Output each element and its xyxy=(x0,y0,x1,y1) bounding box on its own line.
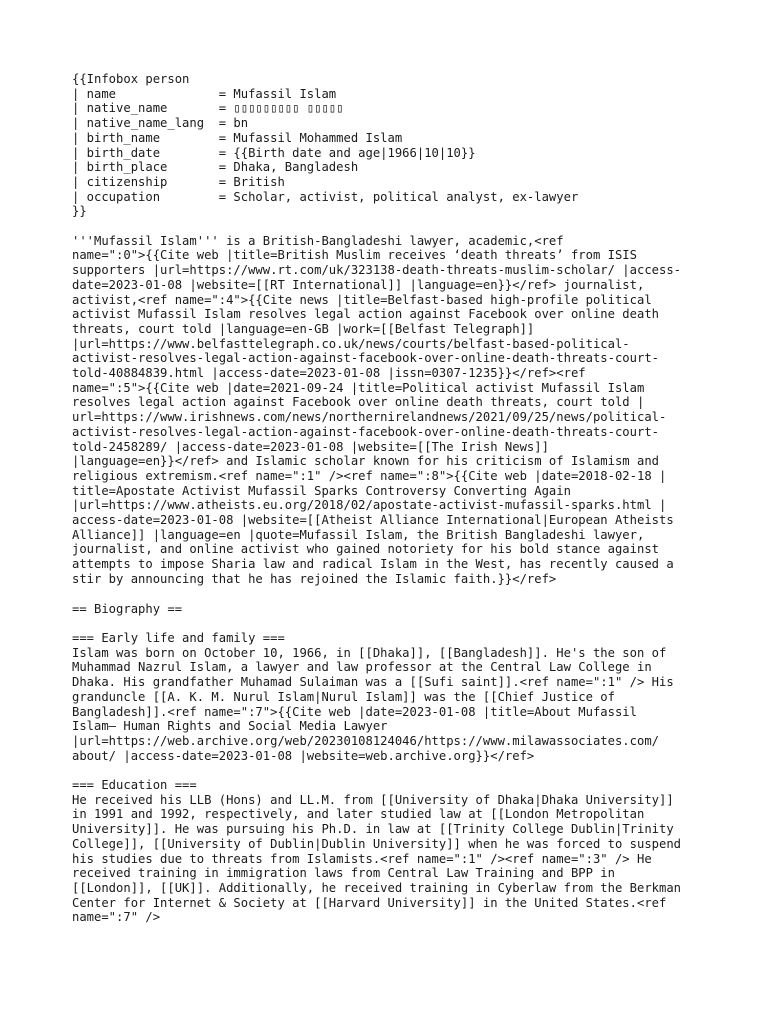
lead-line: '''Mufassil Islam''' is a British-Bangladeshi lawyer, academic,<ref xyxy=(72,233,564,248)
education-line: received training in immigration laws from Central Law Training and BPP in xyxy=(72,866,615,881)
spacer xyxy=(72,587,696,602)
education-line: his studies due to threats from Islamists.<ref name=":1" /><ref name=":3" /> He xyxy=(72,851,652,866)
spacer xyxy=(72,616,696,631)
lead-line: resolves legal action against Facebook over online death threats, court told | xyxy=(72,395,645,410)
lead-line: title=Apostate Activist Mufassil Sparks Controversy Converting Again xyxy=(72,483,571,498)
lead-line: religious extremism.<ref name=":1" /><ref name=":8">{{Cite web |date=2018-02-18 | xyxy=(72,468,667,483)
infobox-line: }} xyxy=(72,204,87,219)
infobox-line: | native_name = ▯▯▯▯▯▯▯▯▯ ▯▯▯▯▯ xyxy=(72,101,344,116)
early-life-line: Muhammad Nazrul Islam, a lawyer and law professor at the Central Law College in xyxy=(72,660,652,675)
infobox-line: {{Infobox person xyxy=(72,72,190,86)
infobox-line: | citizenship = British xyxy=(72,174,285,189)
lead-line: activist-resolves-legal-action-against-facebook-over-online-death-threats-court- xyxy=(72,351,659,366)
early-life-line: granduncle [[A. K. M. Nurul Islam|Nurul Islam]] was the [[Chief Justice of xyxy=(72,689,615,704)
lead-line: activist-resolves-legal-action-against-facebook-over-online-death-threats-court- xyxy=(72,424,659,439)
infobox-line: | name = Mufassil Islam xyxy=(72,86,337,101)
education-line: [[London]], [[UK]]. Additionally, he received training in Cyberlaw from the Berkman xyxy=(72,880,682,895)
lead-line: access-date=2023-01-08 |website=[[Atheist Alliance International|European Atheists xyxy=(72,513,674,528)
spacer xyxy=(72,763,696,778)
education-line: Center for Internet & Society at [[Harvard University]] in the United States.<ref xyxy=(72,895,667,910)
early-life-line: |url=https://web.archive.org/web/20230108124046/https://www.milawassociates.com/ xyxy=(72,733,659,748)
infobox-block xyxy=(72,72,696,219)
lead-line: activist,<ref name=":4">{{Cite news |title=Belfast-based high-profile political xyxy=(72,292,652,307)
early-life-line: Dhaka. His grandfather Muhamad Sulaiman was a [[Sufi saint]].<ref name=":1" /> His xyxy=(72,675,674,690)
lead-line: told-2458289/ |access-date=2023-01-08 |website=[[The Irish News]] xyxy=(72,439,549,454)
infobox-line: | native_name_lang = bn xyxy=(72,116,249,131)
lead-line: Alliance]] |language=en |quote=Mufassil Islam, the British Bangladeshi lawyer, xyxy=(72,527,645,542)
lead-line: attempts to impose Sharia law and radical Islam in the West, has recently caused a xyxy=(72,557,674,572)
early-life-paragraph xyxy=(72,646,696,764)
early-life-line: Islam was born on October 10, 1966, in [[Dhaka]], [[Bangladesh]]. He's the son of xyxy=(72,645,667,660)
early-life-line: about/ |access-date=2023-01-08 |website=web.archive.org}}</ref> xyxy=(72,748,535,763)
lead-line: journalist, and online activist who gained notoriety for his bold stance against xyxy=(72,542,659,557)
lead-line: date=2023-01-08 |website=[[RT International]] |language=en}}</ref> journalist, xyxy=(72,277,645,292)
education-line: College]], [[University of Dublin|Dublin University]] when he was forced to suspend xyxy=(72,836,682,851)
lead-line: |language=en}}</ref> and Islamic scholar known for his criticism of Islamism and xyxy=(72,454,659,469)
biography-heading: == Biography == xyxy=(72,601,183,616)
education-paragraph xyxy=(72,793,696,925)
lead-line: told-40884839.html |access-date=2023-01-08 |issn=0307-1235}}</ref><ref xyxy=(72,366,586,381)
spacer xyxy=(72,219,696,234)
wikitext-document xyxy=(72,72,696,925)
infobox-line: | birth_date = {{Birth date and age|1966|10|10}} xyxy=(72,145,476,160)
education-line: University]]. He was pursuing his Ph.D. in law at [[Trinity College Dublin|Trinity xyxy=(72,822,674,837)
lead-line: name=":5">{{Cite web |date=2021-09-24 |title=Political activist Mufassil Islam xyxy=(72,380,645,395)
education-line: He received his LLB (Hons) and LL.M. from [[University of Dhaka|Dhaka University]] xyxy=(72,792,674,807)
lead-line: threats, court told |language=en-GB |work=[[Belfast Telegraph]] xyxy=(72,321,535,336)
infobox-line: | occupation = Scholar, activist, political analyst, ex-lawyer xyxy=(72,189,579,204)
early-life-line: Islam– Human Rights and Social Media Lawyer xyxy=(72,719,388,734)
lead-line: name=":0">{{Cite web |title=British Muslim receives ‘death threats’ from ISIS xyxy=(72,248,637,263)
infobox-line: | birth_name = Mufassil Mohammed Islam xyxy=(72,130,403,145)
lead-line: url=https://www.irishnews.com/news/northernirelandnews/2021/09/25/news/political- xyxy=(72,410,667,425)
lead-line: |url=https://www.belfasttelegraph.co.uk/news/courts/belfast-based-political- xyxy=(72,336,630,351)
education-heading: === Education === xyxy=(72,778,197,792)
education-line: in 1991 and 1992, respectively, and later studied law at [[London Metropolitan xyxy=(72,807,645,822)
lead-line: |url=https://www.atheists.eu.org/2018/02/apostate-activist-mufassil-sparks.html | xyxy=(72,498,667,513)
infobox-line: | birth_place = Dhaka, Bangladesh xyxy=(72,160,359,175)
lead-line: activist Mufassil Islam resolves legal action against Facebook over online death xyxy=(72,307,659,322)
lead-paragraph xyxy=(72,234,696,587)
lead-line: stir by announcing that he has rejoined the Islamic faith.}}</ref> xyxy=(72,571,557,586)
early-life-heading: === Early life and family === xyxy=(72,630,285,645)
early-life-line: Bangladesh]].<ref name=":7">{{Cite web |date=2023-01-08 |title=About Mufassil xyxy=(72,704,637,719)
education-line: name=":7" /> xyxy=(72,910,161,925)
lead-line: supporters |url=https://www.rt.com/uk/323138-death-threats-muslim-scholar/ |access- xyxy=(72,263,682,278)
